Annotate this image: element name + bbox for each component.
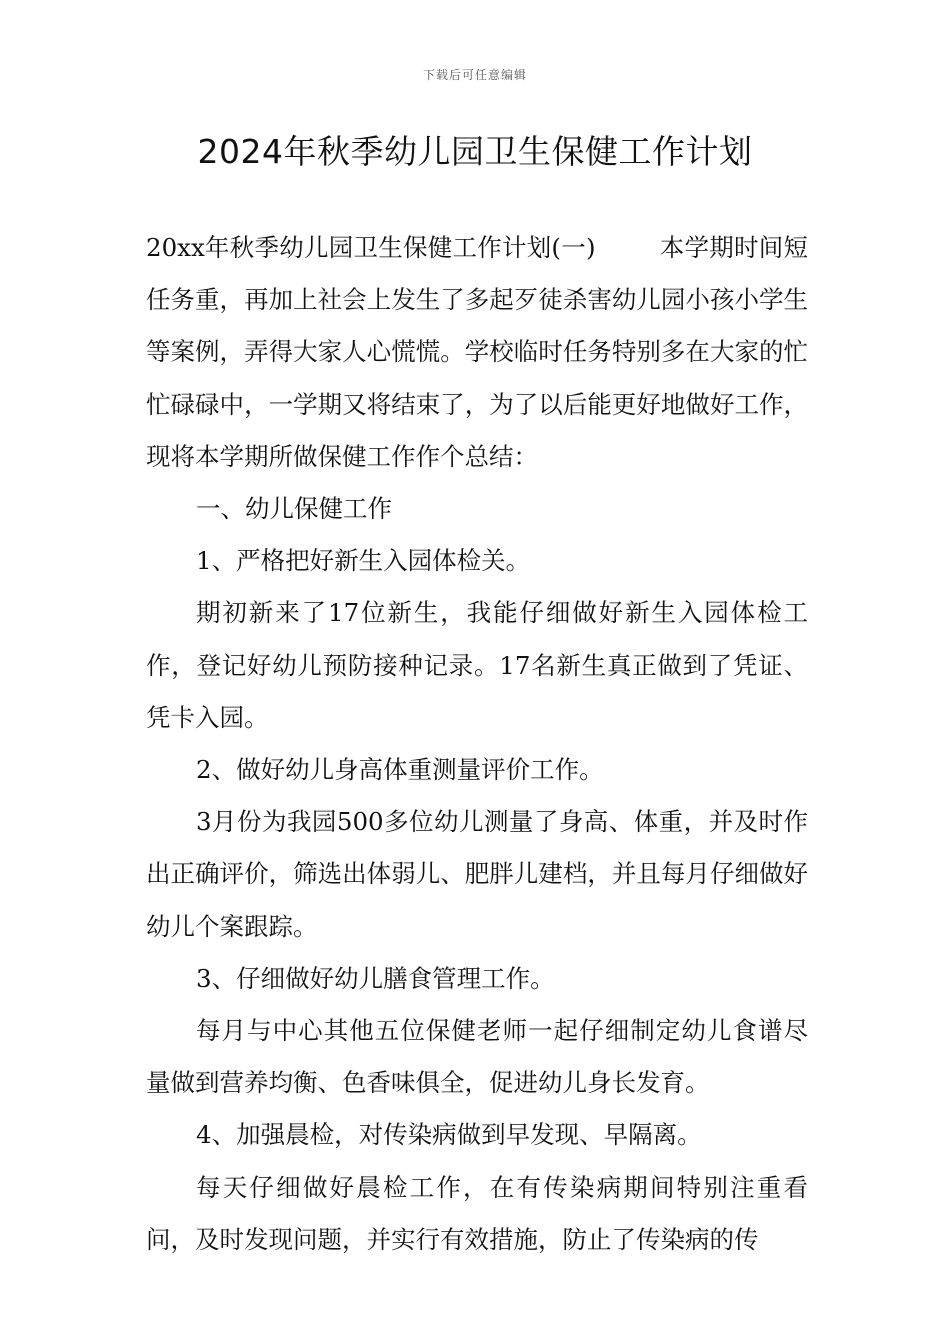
item-heading-new-student-checkup: 1、严格把好新生入园体检关。 xyxy=(196,546,531,576)
paragraph-diet-management: 每月与中心其他五位保健老师一起仔细制定幼儿食谱尽量做到营养均衡、色香味俱全，促进幼儿身长发育。 xyxy=(146,1016,808,1098)
item-heading-height-weight: 2、做好幼儿身高体重测量评价工作。 xyxy=(196,755,604,785)
paragraph-morning-check: 每天仔细做好晨检工作，在有传染病期间特别注重看问，及时发现问题，并实行有效措施，防止了传染病的传 xyxy=(146,1172,808,1254)
paragraph-height-weight: 3月份为我园500多位幼儿测量了身高、体重，并及时作出正确评价，筛选出体弱儿、肥胖儿建档，并且每月仔细做好幼儿个案跟踪。 xyxy=(146,807,808,941)
document-title: 2024年秋季幼儿园卫生保健工作计划 xyxy=(197,132,753,171)
intro-subtitle: 20xx年秋季幼儿园卫生保健工作计划(一) xyxy=(146,233,596,262)
item-heading-morning-check: 4、加强晨检，对传染病做到早发现、早隔离。 xyxy=(196,1120,702,1150)
section-heading-child-health: 一、幼儿保健工作 xyxy=(196,494,392,524)
intro-text: 本学期时间短任务重，再加上社会上发生了多起歹徒杀害幼儿园小孩小学生等案例，弄得大家人心慌慌。学校临时任务特别多在大家的忙忙碌碌中，一学期又将结束了，为了以后能更好地做好工作，现将本学期所做保健工作作个总结： xyxy=(146,233,808,471)
paragraph-new-student-checkup: 期初新来了17位新生，我能仔细做好新生入园体检工作，登记好幼儿预防接种记录。17名新生真正做到了凭证、凭卡入园。 xyxy=(146,598,808,732)
item-heading-diet-management: 3、仔细做好幼儿膳食管理工作。 xyxy=(196,963,555,993)
header-note: 下载后可任意编辑 xyxy=(422,68,527,82)
intro-paragraph xyxy=(146,222,808,483)
document-body xyxy=(146,222,808,1266)
